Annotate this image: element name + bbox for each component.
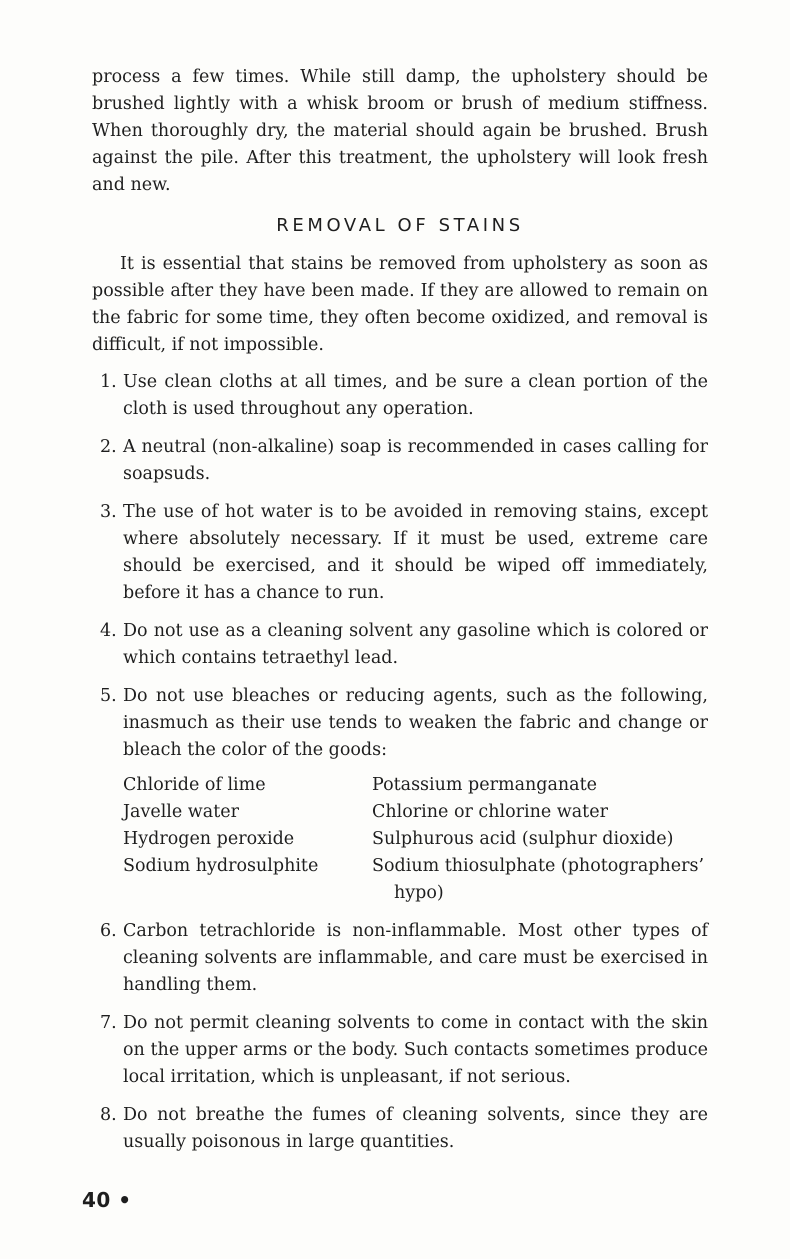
item-text: The use of hot water is to be avoided in removing stains, except where absolutely necessary. If it must be used, extreme care should be exercised, and it should be wiped off immediately, before it has a chance to run. xyxy=(123,502,708,603)
bleach-agent-right: Chlorine or chlorine water xyxy=(372,802,608,822)
item-number: 5. xyxy=(100,686,117,706)
list-item xyxy=(92,434,708,488)
item-number: 6. xyxy=(100,921,117,941)
item-number: 1. xyxy=(100,372,117,392)
page-number: 40 • xyxy=(82,1188,132,1212)
item-text: Carbon tetrachloride is non-inflammable. Most other types of cleaning solvents are inflammable, and care must be exercised in handling them. xyxy=(123,921,708,995)
bleach-agent-left: Hydrogen peroxide xyxy=(123,829,295,849)
section-heading: REMOVAL OF STAINS xyxy=(276,215,524,236)
bleach-agent-left: Chloride of lime xyxy=(123,775,266,795)
list-item xyxy=(92,918,708,999)
bleach-agent-right: Sodium thiosulphate (photographers’ hypo) xyxy=(372,856,705,903)
item-number: 2. xyxy=(100,437,117,457)
bleach-agent-right: Sulphurous acid (sulphur dioxide) xyxy=(372,829,674,849)
item-number: 4. xyxy=(100,621,117,641)
bleach-agent-right: Potassium permanganate xyxy=(372,775,598,795)
list-item xyxy=(92,499,708,607)
document-page xyxy=(92,64,708,1167)
item-text: Do not use bleaches or reducing agents, such as the following, inasmuch as their use tends to weaken the fabric and change or bleach the color of the goods: xyxy=(123,686,708,760)
bleach-agents-table xyxy=(123,772,708,907)
item-text: Do not permit cleaning solvents to come in contact with the skin on the upper arms or the body. Such contacts sometimes produce local irritation, which is unpleasant, if not serious. xyxy=(123,1013,708,1087)
item-number: 3. xyxy=(100,502,117,522)
item-number: 8. xyxy=(100,1105,117,1125)
item-text: Do not use as a cleaning solvent any gasoline which is colored or which contains tetraethyl lead. xyxy=(123,621,708,668)
item-text: Do not breathe the fumes of cleaning solvents, since they are usually poisonous in large quantities. xyxy=(123,1105,708,1152)
item-text: A neutral (non-alkaline) soap is recommended in cases calling for soapsuds. xyxy=(123,437,708,484)
section-intro-paragraph: It is essential that stains be removed from upholstery as soon as possible after they have been made. If they are allowed to remain on the fabric for some time, they often become oxidized, and removal is difficult, if not impossible. xyxy=(92,254,708,355)
intro-paragraph: process a few times. While still damp, the upholstery should be brushed lightly with a whisk broom or brush of medium stiffness. When thoroughly dry, the material should again be brushed. Brush against the pile. After this treatment, the upholstery will look fresh and new. xyxy=(92,67,708,195)
item-number: 7. xyxy=(100,1013,117,1033)
list-item xyxy=(92,683,708,907)
stain-removal-list xyxy=(92,369,708,1156)
list-item xyxy=(92,369,708,423)
list-item xyxy=(92,618,708,672)
bleach-agent-left: Javelle water xyxy=(123,802,239,822)
list-item xyxy=(92,1102,708,1156)
list-item xyxy=(92,1010,708,1091)
bleach-agent-left: Sodium hydrosulphite xyxy=(123,856,319,876)
item-text: Use clean cloths at all times, and be sure a clean portion of the cloth is used throughout any operation. xyxy=(123,372,708,419)
